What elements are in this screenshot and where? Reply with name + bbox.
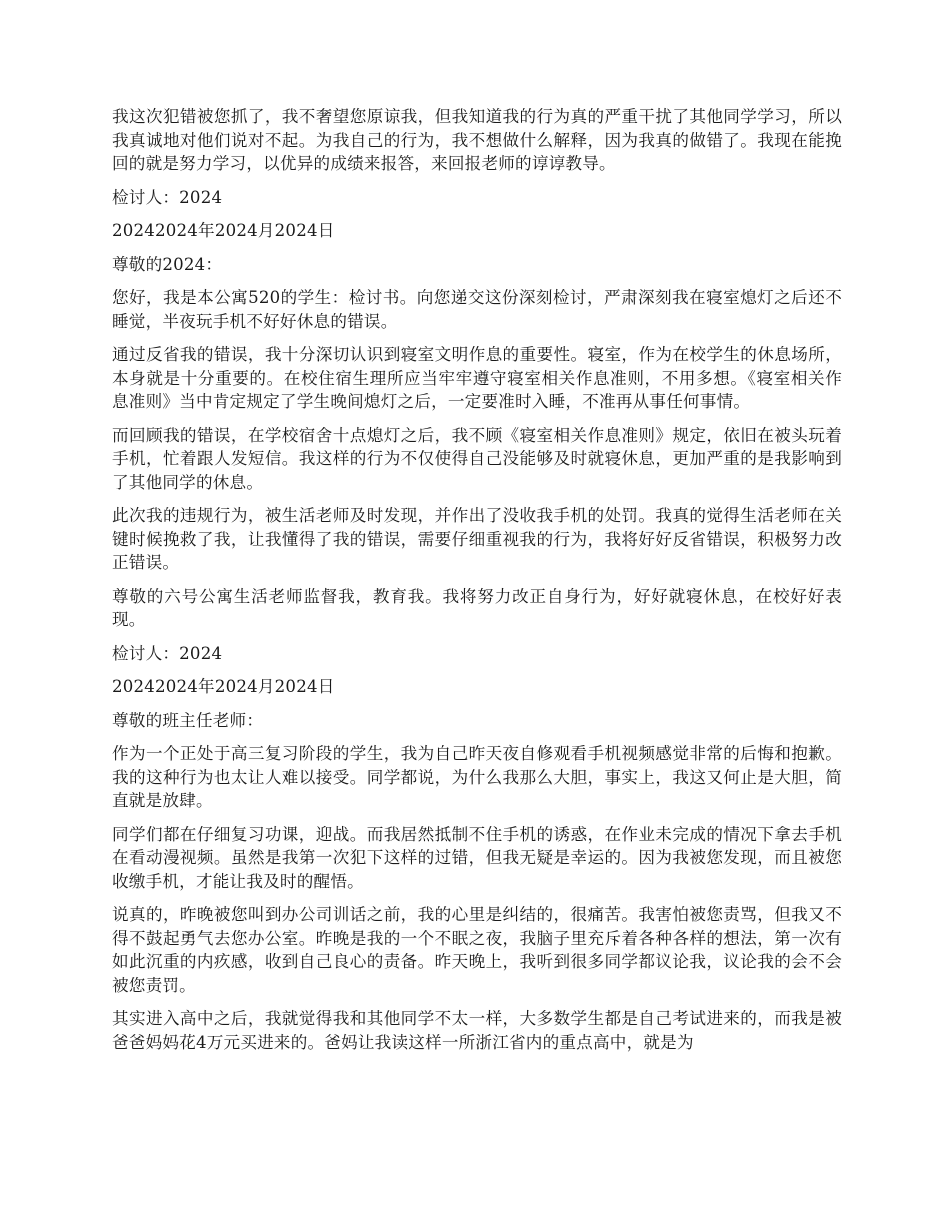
paragraph-salutation-3: 尊敬的班主任老师： [112,710,264,730]
paragraph-date-2: 20242024年2024月2024日 [112,677,335,696]
paragraph-apology-intro: 我这次犯错被您抓了，我不奢望您原谅我，但我知道我的行为真的严重干扰了其他同学学习，所以我真诚地对他们说对不起。为我自己的行为，我不想做什么解释，因为我真的做错了。我现在能挽回的就是努力学习，以优异的成绩来报答，来回报老师的谆谆教导。 [112,107,842,173]
paragraph-date-1: 20242024年2024月2024日 [112,221,335,240]
paragraph-teacher-night: 说真的，昨晚被您叫到办公司训话之前，我的心里是纠结的，很痛苦。我害怕被您责骂，但我又不得不鼓起勇气去您办公室。昨晚是我的一个不眠之夜，我脑子里充斥着各种各样的想法，第一次有如此沉重的内疚感，收到自己良心的责备。昨天晚上，我听到很多同学都议论我，议论我的会不会被您责罚。 [112,905,842,995]
paragraph-dorm-reflection: 通过反省我的错误，我十分深切认识到寝室文明作息的重要性。寝室，作为在校学生的休息场所，本身就是十分重要的。在校住宿生理所应当牢牢遵守寝室相关作息准则，不用多想。《寝室相关作息准则》当中肯定规定了学生晚间熄灯之后，一定要准时入睡，不准再从事任何事情。 [112,345,842,411]
paragraph-teacher-background: 其实进入高中之后，我就觉得我和其他同学不太一样，大多数学生都是自己考试进来的，而我是被爸爸妈妈花4万元买进来的。爸妈让我读这样一所浙江省内的重点高中，就是为 [112,1009,842,1052]
paragraph-teacher-classmates: 同学们都在仔细复习功课，迎战。而我居然抵制不住手机的诱惑，在作业未完成的情况下拿去手机在看动漫视频。虽然是我第一次犯下这样的过错，但我无疑是幸运的。因为我被您发现，而且被您收缴手机，才能让我及时的醒悟。 [112,824,842,891]
paragraph-dorm-closing: 尊敬的六号公寓生活老师监督我，教育我。我将努力改正自身行为，好好就寝休息，在校好好表现。 [112,586,842,629]
document-body [112,105,842,1064]
paragraph-teacher-regret: 作为一个正处于高三复习阶段的学生，我为自己昨天夜自修观看手机视频感觉非常的后悔和抱歉。我的这种行为也太让人难以接受。同学都说，为什么我那么大胆，事实上，我这又何止是大胆，简直就是放肆。 [112,744,842,810]
paragraph-dorm-review: 而回顾我的错误，在学校宿舍十点熄灯之后，我不顾《寝室相关作息准则》规定，依旧在被头玩着手机，忙着跟人发短信。我这样的行为不仅使得自己没能够及时就寝休息，更加严重的是我影响到了其他同学的休息。 [112,425,842,492]
paragraph-signature-2: 检讨人：2024 [112,643,223,663]
paragraph-salutation-2: 尊敬的2024： [112,254,223,274]
paragraph-signature-1: 检讨人：2024 [112,187,223,207]
paragraph-dorm-punishment: 此次我的违规行为，被生活老师及时发现，并作出了没收我手机的处罚。我真的觉得生活老师在关键时候挽救了我，让我懂得了我的错误，需要仔细重视我的行为，我将好好反省错误，积极努力改正错误。 [112,506,842,572]
paragraph-dorm-greeting: 您好，我是本公寓520的学生：检讨书。向您递交这份深刻检讨，严肃深刻我在寝室熄灯之后还不睡觉，半夜玩手机不好好休息的错误。 [112,288,842,331]
